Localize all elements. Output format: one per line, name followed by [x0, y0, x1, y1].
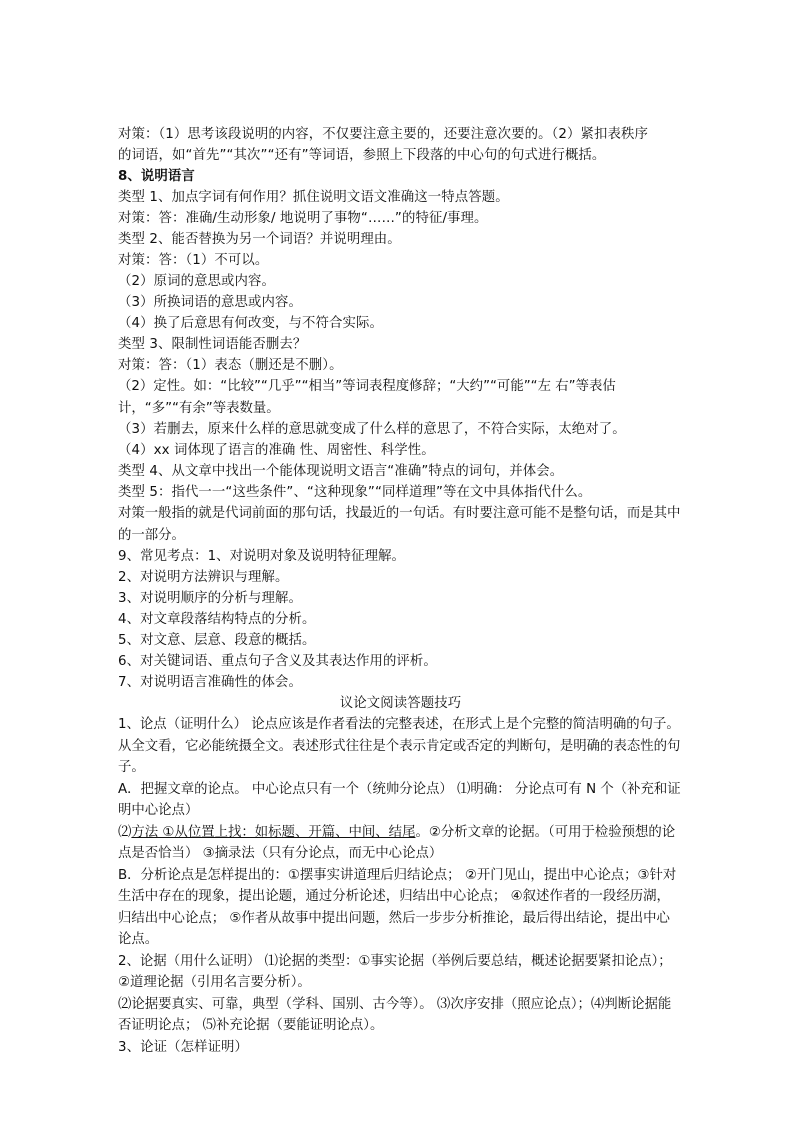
section-heading: 8、说明语言 — [118, 169, 195, 184]
underlined-text: 方法 ①从位置上找：如标题、开篇、中间、结尾 — [131, 824, 416, 840]
paragraph: 2、论据（用什么证明） ⑴论据的类型：①事实论据（举例后要总结，概述论据要紧扣论点）；②道理论据（引用名言要分析）。 — [118, 953, 672, 990]
question-type: 类型 2、能否替换为另一个词语？并说明理由。 — [118, 232, 401, 247]
paragraph — [118, 822, 683, 865]
answer-line: 对策一般指的就是代词前面的那句话，找最近的一句话。有时要注意可能不是整句话，而是其中的一部分。 — [118, 506, 681, 543]
question-type: 类型 5：指代一一“这些条件”、“这种现象”“同样道理”等在文中具体指代什么。 — [118, 485, 592, 500]
answer-line: （2）定性。如：“比较”“几乎”“相当”等词表程度修辞；“大约”“可能”“左 右”等表估计，“多”“有余”等表数量。 — [118, 379, 616, 416]
paragraph: 对策：（1）思考该段说明的内容，不仅要注意主要的，还要注意次要的。（2）紧扣表秩序 — [118, 127, 648, 142]
section-heading: 3、论证（怎样证明） — [118, 1039, 249, 1055]
answer-line: 对策：答：（1）不可以。 — [118, 253, 269, 268]
paragraph: A．把握文章的论点。 中心论点只有一个（统帅分论点） ⑴明确： 分论点可有 N 个（补充和证明中心论点） — [118, 781, 681, 818]
paragraph: 的词语，如“首先”“其次”“还有”等词语，参照上下段落的中心句的句式进行概括。 — [118, 148, 606, 163]
document-page — [118, 124, 683, 1058]
answer-line: 对策：答：（1）表态（删还是不删）。 — [118, 358, 343, 373]
answer-line: （2）原词的意思或内容。 — [118, 274, 276, 289]
answer-line: （4）换了后意思有何改变，与不符合实际。 — [118, 316, 383, 331]
question-type: 类型 1、加点字词有何作用？抓住说明文语文准确这一特点答题。 — [118, 190, 509, 205]
list-item: 3、对说明顺序的分析与理解。 — [118, 591, 302, 606]
list-item: 7、对说明语言准确性的体会。 — [118, 675, 302, 690]
answer-line: 对策：答：准确/生动形象/ 地说明了事物“……”的特征/事理。 — [118, 211, 488, 226]
section-heading: 9、常见考点：1、对说明对象及说明特征理解。 — [118, 549, 406, 564]
question-type: 类型 3、限制性词语能否删去？ — [118, 337, 307, 352]
answer-line: （3）所换词语的意思或内容。 — [118, 295, 302, 310]
list-item: 6、对关键词语、重点句子含义及其表达作用的评析。 — [118, 654, 437, 669]
answer-line: （3）若删去，原来什么样的意思就变成了什么样的意思了，不符合实际，太绝对了。 — [118, 422, 626, 437]
paragraph-prefix: ⑵ — [118, 824, 132, 840]
answer-line: （4）xx 词体现了语言的准确 性、周密性、科学性。 — [118, 443, 435, 458]
list-item: 4、对文章段落结构特点的分析。 — [118, 612, 316, 627]
paragraph: ⑵论据要真实、可靠，典型（学科、国别、古今等）。 ⑶次序安排（照应论点）；⑷判断论据能否证明论点； ⑸补充论据（要能证明论点）。 — [118, 996, 672, 1033]
paragraph: 1、论点（证明什么） 论点应该是作者看法的完整表述，在形式上是个完整的简洁明确的句子。从全文看，它必能统摄全文。表述形式往往是个表示肯定或否定的判断句，是明确的表态性的句子。 — [118, 717, 681, 775]
list-item: 2、对说明方法辨识与理解。 — [118, 570, 289, 585]
paragraph: B．分析论点是怎样提出的：①摆事实讲道理后归结论点； ②开门见山，提出中心论点；③针对生活中存在的现象，提出论题，通过分析论述，归结出中心论点； ④叙述作者的一段经历湖，归结出中心论点； ⑤作者从故事中提出问题，然后一步步分析推论，最后得出结论，提出中心论点。 — [118, 867, 677, 947]
question-type: 类型 4、从文章中找出一个能体现说明文语言“准确”特点的词句，并体会。 — [118, 464, 564, 479]
list-item: 5、对文意、层意、段意的概括。 — [118, 633, 316, 648]
section-title: 议论文阅读答题技巧 — [339, 696, 462, 711]
paragraph-rest: 。②分析文章的论据。（可用于检验预想的论点是否恰当） ③摘录法（只有分论点，而无中心论点） — [118, 824, 676, 861]
